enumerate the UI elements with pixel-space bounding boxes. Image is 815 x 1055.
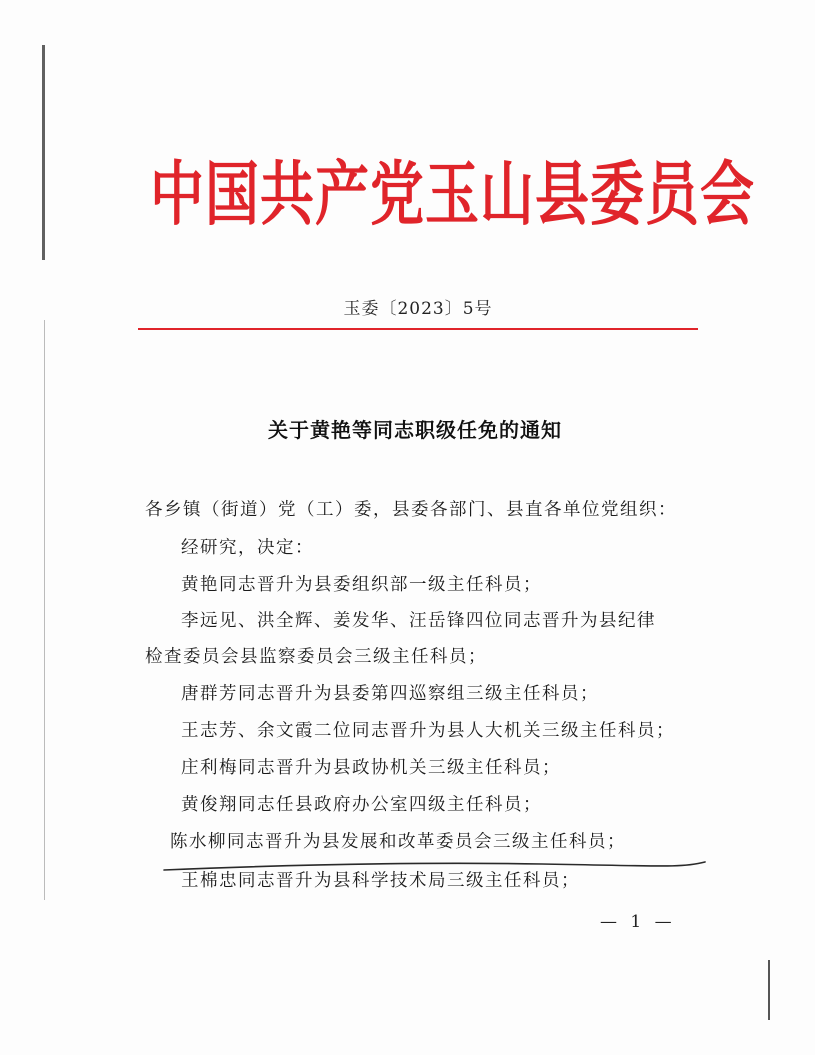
- body-line: 李远见、洪全辉、姜发华、汪岳锋四位同志晋升为县纪律: [181, 611, 656, 631]
- salutation: 各乡镇（街道）党（工）委，县委各部门、县直各单位党组织：: [145, 500, 677, 520]
- issuer-header: 中国共产党玉山县委员会: [150, 154, 755, 235]
- body-line: 陈水柳同志晋升为县发展和改革委员会三级主任科员；: [170, 832, 626, 852]
- body-line: 黄俊翔同志任县政府办公室四级主任科员；: [181, 795, 542, 815]
- body-line: 检查委员会县监察委员会三级主任科员；: [145, 647, 487, 667]
- page-number: — 1 —: [600, 912, 676, 932]
- body-line: 经研究，决定：: [181, 538, 314, 558]
- handwritten-underline: [162, 856, 707, 876]
- body-line: 王棉忠同志晋升为县科学技术局三级主任科员；: [181, 871, 580, 891]
- body-line: 庄利梅同志晋升为县政协机关三级主任科员；: [181, 758, 561, 778]
- body-line: 唐群芳同志晋升为县委第四巡察组三级主任科员；: [181, 684, 599, 704]
- notice-title: 关于黄艳等同志职级任免的通知: [268, 418, 562, 442]
- body-line: 黄艳同志晋升为县委组织部一级主任科员；: [181, 575, 542, 595]
- body-line: 王志芳、余文霞二位同志晋升为县人大机关三级主任科员；: [181, 721, 675, 741]
- document-number: 玉委〔2023〕5号: [343, 299, 493, 319]
